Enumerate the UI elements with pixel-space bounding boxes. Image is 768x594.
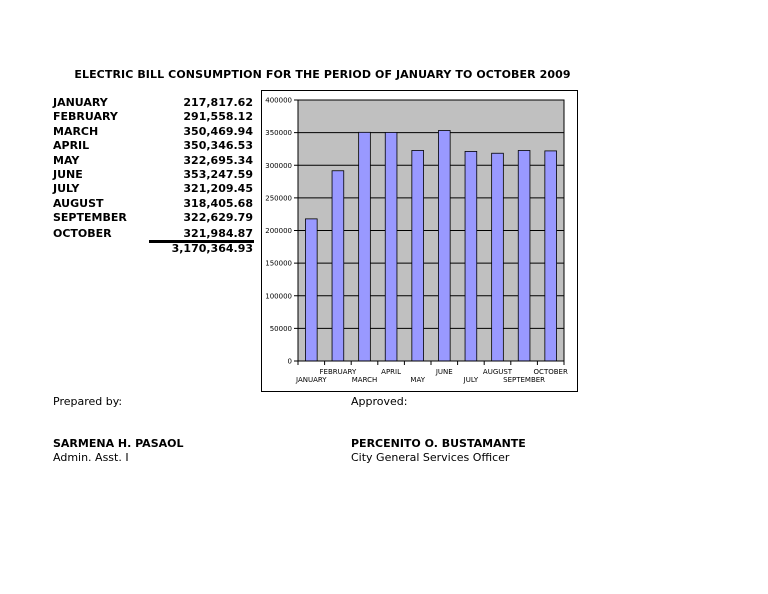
y-tick-label: 50000 bbox=[269, 324, 292, 333]
bar bbox=[332, 171, 344, 361]
table-row bbox=[53, 211, 253, 225]
month-cell: MARCH bbox=[53, 125, 99, 138]
bar bbox=[465, 151, 477, 361]
y-tick-label: 200000 bbox=[265, 227, 292, 235]
x-tick-label: JANUARY bbox=[296, 376, 327, 384]
amount-cell: 217,817.62 bbox=[183, 96, 253, 109]
report-title: ELECTRIC BILL CONSUMPTION FOR THE PERIOD OF JANUARY TO OCTOBER 2009 bbox=[74, 68, 571, 81]
table-row bbox=[53, 227, 253, 241]
table-row bbox=[53, 168, 253, 182]
month-cell: FEBRUARY bbox=[53, 110, 118, 123]
amount-cell: 353,247.59 bbox=[183, 168, 253, 181]
month-cell: OCTOBER bbox=[53, 227, 112, 240]
amount-cell: 321,984.87 bbox=[183, 227, 253, 240]
prepared-by-label: Prepared by: bbox=[53, 395, 123, 408]
x-tick-label: AUGUST bbox=[482, 368, 513, 376]
table-row bbox=[53, 182, 253, 196]
bar bbox=[438, 131, 450, 361]
y-tick-label: 150000 bbox=[265, 259, 292, 268]
consumption-chart bbox=[261, 90, 578, 392]
y-tick-label: 400000 bbox=[265, 96, 292, 105]
preparer-name: SARMENA H. PASAOL bbox=[53, 437, 184, 450]
month-cell: JULY bbox=[53, 182, 80, 195]
month-cell: JANUARY bbox=[53, 96, 108, 109]
x-tick-label: MARCH bbox=[351, 376, 378, 384]
y-tick-label: 300000 bbox=[265, 161, 292, 170]
bar bbox=[305, 219, 317, 361]
amount-cell: 291,558.12 bbox=[183, 110, 253, 123]
table-row bbox=[53, 154, 253, 168]
total-amount: 3,170,364.93 bbox=[171, 242, 253, 255]
amount-cell: 321,209.45 bbox=[183, 182, 253, 195]
amount-cell: 318,405.68 bbox=[183, 197, 253, 210]
x-tick-label: JULY bbox=[463, 376, 479, 384]
amount-cell: 322,629.79 bbox=[183, 211, 253, 224]
y-tick-label: 0 bbox=[287, 357, 292, 366]
y-tick-label: 250000 bbox=[265, 194, 292, 203]
bar bbox=[545, 151, 557, 361]
month-cell: MAY bbox=[53, 154, 80, 167]
approver-title: City General Services Officer bbox=[351, 451, 510, 464]
x-tick-label: APRIL bbox=[381, 368, 402, 376]
x-tick-label: FEBRUARY bbox=[319, 368, 357, 376]
amount-cell: 322,695.34 bbox=[183, 154, 253, 167]
amount-cell: 350,346.53 bbox=[183, 139, 253, 152]
bar-chart-svg bbox=[261, 90, 578, 392]
month-cell: AUGUST bbox=[53, 197, 104, 210]
month-cell: APRIL bbox=[53, 139, 90, 152]
table-row bbox=[53, 197, 253, 211]
bar bbox=[492, 153, 504, 361]
bar bbox=[359, 132, 371, 361]
x-tick-label: MAY bbox=[410, 376, 425, 384]
table-row bbox=[53, 96, 253, 110]
y-tick-label: 100000 bbox=[265, 292, 292, 301]
x-tick-label: OCTOBER bbox=[533, 368, 568, 376]
y-tick-label: 350000 bbox=[265, 129, 292, 138]
table-row bbox=[53, 125, 253, 139]
bar bbox=[385, 132, 397, 361]
preparer-title: Admin. Asst. I bbox=[53, 451, 129, 464]
table-row bbox=[53, 139, 253, 153]
approver-name: PERCENITO O. BUSTAMANTE bbox=[351, 437, 526, 450]
amount-cell: 350,469.94 bbox=[183, 125, 253, 138]
x-tick-label: JUNE bbox=[435, 368, 453, 376]
bar bbox=[412, 150, 424, 361]
month-cell: SEPTEMBER bbox=[53, 211, 127, 224]
approved-label: Approved: bbox=[351, 395, 408, 408]
bar bbox=[518, 150, 530, 361]
x-tick-label: SEPTEMBER bbox=[503, 376, 546, 384]
month-cell: JUNE bbox=[53, 168, 83, 181]
table-row bbox=[53, 110, 253, 124]
